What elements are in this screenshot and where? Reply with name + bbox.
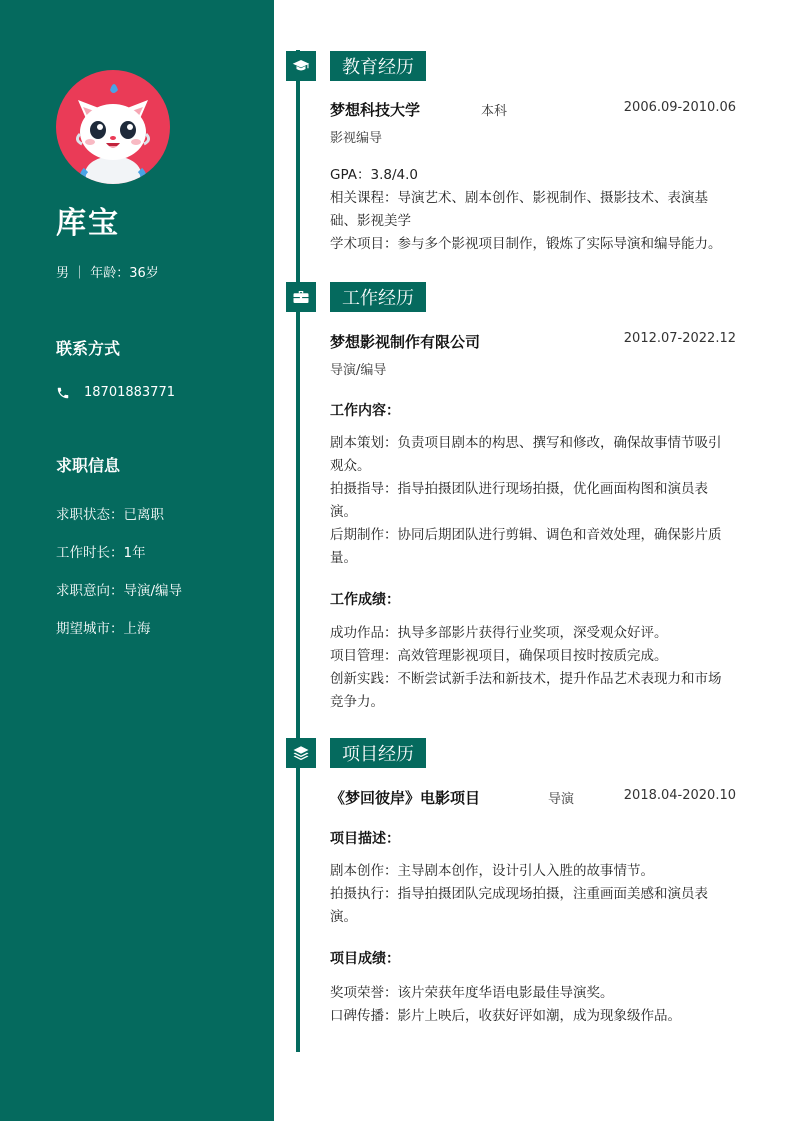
company-name: 梦想影视制作有限公司	[330, 333, 481, 351]
project-heading: 项目经历	[330, 738, 426, 768]
briefcase-icon	[292, 288, 310, 306]
work-content-label: 工作内容：	[330, 403, 400, 419]
major: 影视编导	[330, 131, 383, 146]
work-result-line: 项目管理：高效管理影视项目，确保项目按时按质完成。	[330, 648, 668, 664]
work-results	[330, 622, 738, 714]
project-dates: 2018.04-2020.10	[623, 788, 736, 803]
job-duration: 工作时长：1年	[56, 545, 146, 561]
education-line: 学术项目：参与多个影视项目制作，锻炼了实际导演和编导能力。	[330, 236, 722, 252]
candidate-name: 库宝	[56, 206, 120, 241]
project-desc-line: 演。	[330, 909, 357, 925]
work-dates: 2012.07-2022.12	[623, 331, 736, 346]
candidate-meta: 男 ｜ 年龄：36岁	[56, 266, 159, 281]
project-name: 《梦回彼岸》电影项目	[330, 789, 481, 807]
work-section-icon	[286, 282, 316, 312]
cat-mascot-icon	[56, 70, 170, 184]
avatar	[56, 70, 170, 184]
school-name: 梦想科技大学	[330, 101, 421, 119]
project-result-line: 奖项荣誉：该片荣获年度华语电影最佳导演奖。	[330, 985, 614, 1001]
work-content-line: 剧本策划：负责项目剧本的构思、撰写和修改，确保故事情节吸引	[330, 435, 722, 451]
project-result-line: 口碑传播：影片上映后，收获好评如潮，成为现象级作品。	[330, 1008, 681, 1024]
sidebar	[0, 0, 274, 1121]
project-desc-label: 项目描述：	[330, 831, 400, 847]
education-line: 相关课程：导演艺术、剧本创作、影视制作、摄影技术、表演基	[330, 190, 708, 206]
project-desc	[330, 860, 738, 929]
education-heading: 教育经历	[330, 51, 426, 81]
project-section-icon	[286, 738, 316, 768]
job-intent: 求职意向：导演/编导	[56, 583, 183, 599]
work-result-line: 竞争力。	[330, 694, 384, 710]
layers-icon	[292, 744, 310, 762]
education-section-icon	[286, 51, 316, 81]
project-role: 导演	[548, 792, 575, 807]
project-desc-line: 剧本创作：主导剧本创作，设计引人入胜的故事情节。	[330, 863, 654, 879]
timeline-line	[296, 50, 300, 1052]
project-results	[330, 982, 738, 1028]
job-city: 期望城市：上海	[56, 621, 151, 637]
work-content-line: 量。	[330, 550, 357, 566]
work-result-line: 创新实践：不断尝试新手法和新技术，提升作品艺术表现力和市场	[330, 671, 722, 687]
contact-title: 联系方式	[56, 339, 121, 358]
work-content-line: 演。	[330, 504, 357, 520]
job-info-title: 求职信息	[56, 456, 121, 475]
work-result-line: 成功作品：执导多部影片获得行业奖项，深受观众好评。	[330, 625, 668, 641]
education-line: GPA：3.8/4.0	[330, 167, 418, 183]
work-content-line: 拍摄指导：指导拍摄团队进行现场拍摄，优化画面构图和演员表	[330, 481, 708, 497]
graduation-cap-icon	[292, 57, 310, 75]
phone-icon	[56, 386, 70, 400]
education-details	[330, 164, 738, 256]
degree: 本科	[481, 104, 508, 119]
work-role: 导演/编导	[330, 363, 387, 378]
education-dates: 2006.09-2010.06	[623, 100, 736, 115]
work-content-line: 后期制作：协同后期团队进行剪辑、调色和音效处理，确保影片质	[330, 527, 722, 543]
work-content	[330, 432, 738, 570]
phone-number[interactable]: 18701883771	[84, 385, 175, 400]
job-status: 求职状态：已离职	[56, 507, 164, 523]
project-desc-line: 拍摄执行：指导拍摄团队完成现场拍摄，注重画面美感和演员表	[330, 886, 708, 902]
education-line: 础、影视美学	[330, 213, 411, 229]
project-results-label: 项目成绩：	[330, 951, 400, 967]
contact-phone-row	[56, 385, 175, 400]
work-content-line: 观众。	[330, 458, 371, 474]
work-heading: 工作经历	[330, 282, 426, 312]
work-results-label: 工作成绩：	[330, 592, 400, 608]
